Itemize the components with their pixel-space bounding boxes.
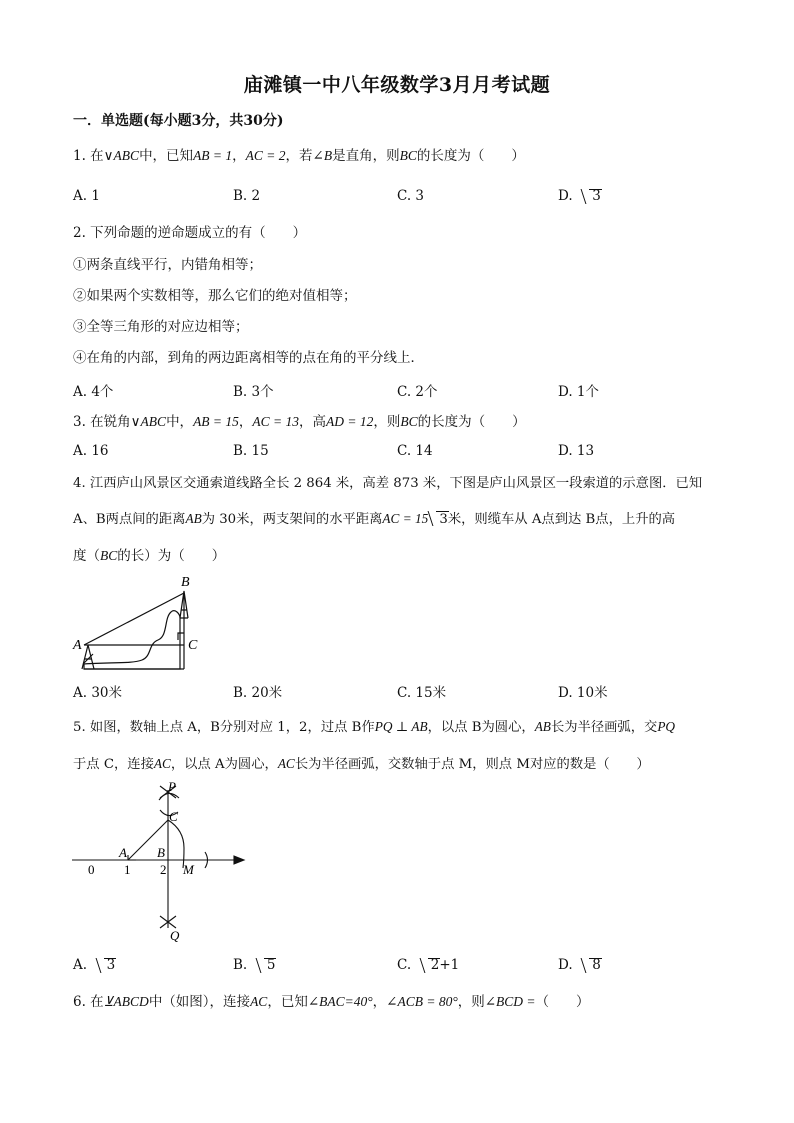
- question-4-line-2: A、B两点间的距离AB为 30米，两支架间的水平距离AC = 15 3米，则缆车从 A点到达 B点，上升的高: [73, 509, 675, 530]
- question-2-stem: 2. 下列命题的逆命题成立的有（ ）: [73, 225, 307, 241]
- q4-option-c[interactable]: C. 15米: [397, 685, 447, 701]
- q4-option-a[interactable]: A. 30米: [73, 685, 123, 701]
- question-5-line-2: 于点 C，连接AC，以点 A为圆心，AC长为半径画弧，交数轴于点 M，则点 M对应的数是（ ）: [73, 756, 650, 772]
- q5-option-b[interactable]: B. 5: [233, 957, 276, 973]
- q1-option-b[interactable]: B. 2: [233, 188, 261, 204]
- number-line-figure: [66, 778, 256, 944]
- right-angle-mark: [178, 633, 184, 640]
- arc-ac-to-m: [168, 820, 184, 868]
- question-1-stem: 1. 在∨ABC中，已知AB = 1，AC = 2，若∠B是直角，则BC的长度为（ ）: [73, 148, 525, 164]
- q2-option-c[interactable]: C. 2个: [397, 384, 438, 400]
- question-5-line-1: 5. 如图，数轴上点 A，B分别对应 1，2，过点 B作PQ ⊥ AB，以点 B为圆心，AB长为半径画弧，交PQ: [73, 719, 676, 735]
- q2-statement-1: ①两条直线平行，内错角相等；: [73, 257, 262, 273]
- label-c: C: [188, 638, 198, 653]
- q5-option-c[interactable]: C. 2+1: [397, 957, 460, 973]
- label-a: A: [73, 638, 82, 653]
- q5-option-d[interactable]: D. 8: [558, 957, 601, 973]
- question-4-line-3: 度（BC的长）为（ ）: [73, 548, 226, 564]
- q3-option-d[interactable]: D. 13: [558, 443, 595, 459]
- q3-option-a[interactable]: A. 16: [73, 443, 109, 459]
- label-m: M: [183, 862, 194, 877]
- question-3-stem: 3. 在锐角∨ABC中，AB = 15，AC = 13，高AD = 12，则BC的长度为（ ）: [73, 414, 526, 430]
- label-0: 0: [88, 862, 95, 877]
- label-q: Q: [170, 928, 180, 943]
- q2-option-a[interactable]: A. 4个: [73, 384, 114, 400]
- label-c: C: [169, 809, 178, 824]
- q2-option-b[interactable]: B. 3个: [233, 384, 274, 400]
- label-a: A: [119, 845, 127, 860]
- question-6-stem: 6. 在⊻ABCD中（如图），连接AC，已知∠BAC=40°，∠ACB = 80°，则∠BCD =（ ）: [73, 994, 590, 1010]
- label-b: B: [157, 845, 165, 860]
- label-p: P: [168, 779, 176, 794]
- q5-option-a[interactable]: A. 3: [73, 957, 116, 973]
- q1-option-a[interactable]: A. 1: [73, 188, 100, 204]
- cable-line-ab: [84, 593, 184, 645]
- q4-option-b[interactable]: B. 20米: [233, 685, 283, 701]
- q2-statement-4: ④在角的内部，到角的两边距离相等的点在角的平分线上．: [73, 350, 424, 366]
- cableway-figure: [70, 574, 210, 674]
- q4-option-d[interactable]: D. 10米: [558, 685, 608, 701]
- q3-option-b[interactable]: B. 15: [233, 443, 269, 459]
- label-2: 2: [160, 862, 167, 877]
- label-b: B: [181, 575, 190, 590]
- q2-statement-2: ②如果两个实数相等，那么它们的绝对值相等；: [73, 288, 357, 304]
- q2-statement-3: ③全等三角形的对应边相等；: [73, 319, 249, 335]
- q1-option-d[interactable]: D. 3: [558, 188, 601, 204]
- q2-option-d[interactable]: D. 1个: [558, 384, 600, 400]
- axis-arrow: [234, 856, 244, 864]
- section-heading: 一．单选题(每小题3分，共30分): [73, 113, 284, 129]
- q1-option-c[interactable]: C. 3: [397, 188, 425, 204]
- q3-option-c[interactable]: C. 14: [397, 443, 433, 459]
- label-1: 1: [124, 862, 131, 877]
- question-4-line-1: 4. 江西庐山风景区交通索道线路全长 2 864 米，高差 873 米，下图是庐山风景区一段索道的示意图．已知: [73, 476, 703, 491]
- page-title: 庙滩镇一中八年级数学3月月考试题: [243, 74, 551, 96]
